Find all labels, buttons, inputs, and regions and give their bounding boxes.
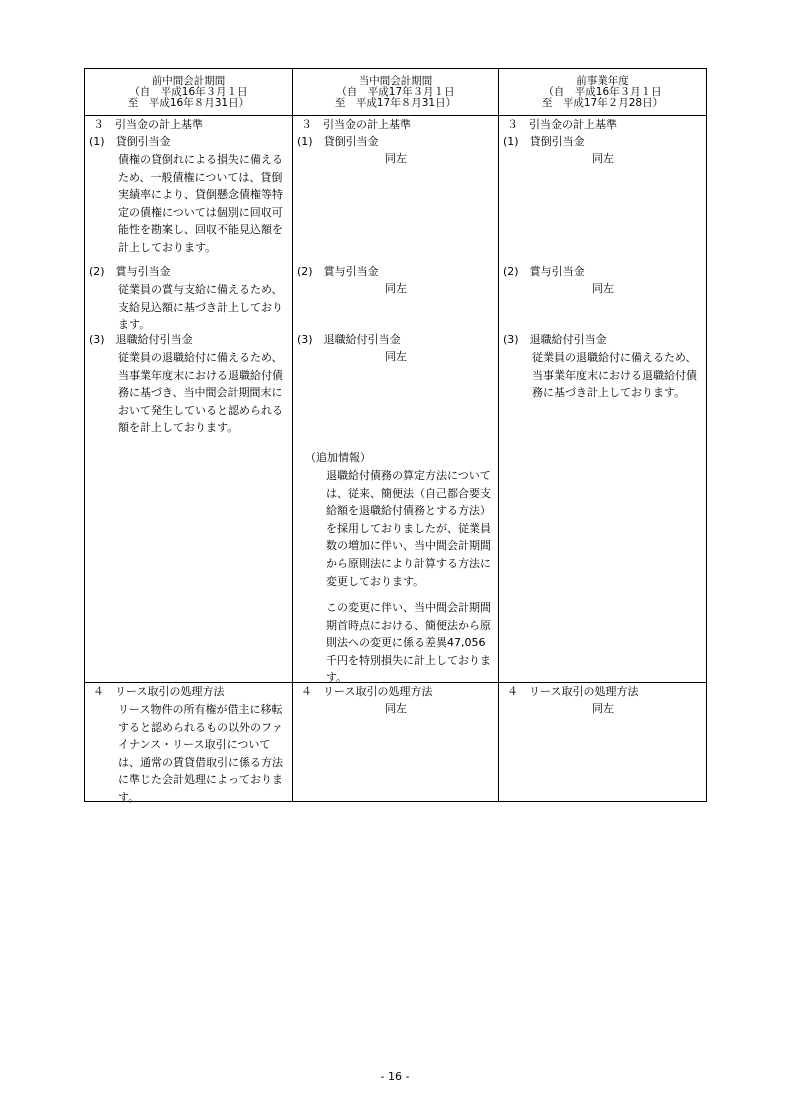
section-3-heading: ３ 引当金の計上基準	[301, 118, 411, 131]
retirement-text: 従業員の退職給付に備えるため、当事業年度末における退職給付債務に基づき、当中間会計期間末において発生していると認められる額を計上しております。	[118, 351, 283, 435]
same-as-left-2: 同左	[592, 282, 614, 295]
additional-info-text-2: この変更に伴い、当中間会計期間期首時点における、簡便法から原則法への変更に係る差異47,056千円を特別損失に計上しております。	[326, 601, 491, 685]
prev-interim-lease-cell	[85, 683, 293, 802]
section-3-heading: ３ 引当金の計上基準	[507, 118, 617, 131]
retirement-label: (3) 退職給付引当金	[503, 333, 607, 346]
prev-year-lease-cell	[499, 683, 707, 802]
header-row	[85, 69, 707, 116]
lease-row	[85, 683, 707, 802]
header-title: 前中間会計期間	[151, 74, 226, 87]
header-from: （自 平成16年３月１日	[129, 85, 248, 98]
same-as-left-4: 同左	[592, 702, 614, 715]
same-as-left-1: 同左	[592, 152, 614, 165]
curr-interim-lease-cell	[293, 683, 499, 802]
header-to: 至 平成16年８月31日）	[127, 96, 250, 109]
bonus-label: (2) 賞与引当金	[89, 265, 171, 278]
bonus-label: (2) 賞与引当金	[503, 265, 585, 278]
accounting-policy-table	[84, 68, 707, 802]
header-from: （自 平成16年３月１日	[543, 85, 662, 98]
provision-row	[85, 116, 707, 683]
prev-interim-provision-cell	[85, 116, 293, 683]
bonus-text: 従業員の賞与支給に備えるため、支給見込額に基づき計上しております。	[118, 283, 283, 332]
header-title: 当中間会計期間	[358, 74, 433, 87]
bad-debt-label: (1) 貸倒引当金	[503, 135, 585, 148]
bonus-label: (2) 賞与引当金	[297, 265, 379, 278]
retirement-label: (3) 退職給付引当金	[89, 333, 193, 346]
bad-debt-text: 債権の貸倒れによる損失に備えるため、一般債権については、貸倒実績率により、貸倒懸念債権等特定の債権については個別に回収可能性を勘案し、回収不能見込額を計上しております。	[118, 153, 283, 254]
same-as-left-2: 同左	[385, 282, 407, 295]
same-as-left-1: 同左	[385, 152, 407, 165]
header-prev-year	[499, 69, 707, 116]
header-curr-interim	[293, 69, 499, 116]
header-to: 至 平成17年８月31日）	[334, 96, 457, 109]
header-from: （自 平成17年３月１日	[336, 85, 455, 98]
additional-info-label: （追加情報）	[305, 451, 371, 464]
retirement-label: (3) 退職給付引当金	[297, 333, 401, 346]
bad-debt-label: (1) 貸倒引当金	[297, 135, 379, 148]
page-number: - 16 -	[380, 1070, 410, 1083]
section-4-heading: ４ リース取引の処理方法	[93, 685, 225, 698]
lease-text: リース物件の所有権が借主に移転すると認められるもの以外のファイナンス・リース取引については、通常の賃貸借取引に係る方法に準じた会計処理によっております。	[118, 703, 283, 804]
header-title: 前事業年度	[576, 74, 629, 87]
retirement-text: 従業員の退職給付に備えるため、当事業年度末における退職給付債務に基づき計上しております。	[532, 351, 697, 400]
curr-interim-provision-cell	[293, 116, 499, 683]
same-as-left-4: 同左	[385, 702, 407, 715]
section-3-heading: ３ 引当金の計上基準	[93, 118, 203, 131]
section-4-heading: ４ リース取引の処理方法	[507, 685, 639, 698]
header-prev-interim	[85, 69, 293, 116]
same-as-left-3: 同左	[385, 350, 407, 363]
header-to: 至 平成17年２月28日）	[541, 96, 664, 109]
additional-info-text-1: 退職給付債務の算定方法については、従来、簡便法（自己都合要支給額を退職給付債務とする方法）を採用しておりましたが、従業員数の増加に伴い、当中間会計期間から原則法により計算する方法に変更しております。	[326, 469, 491, 588]
prev-year-provision-cell	[499, 116, 707, 683]
section-4-heading: ４ リース取引の処理方法	[301, 685, 433, 698]
bad-debt-label: (1) 貸倒引当金	[89, 135, 171, 148]
